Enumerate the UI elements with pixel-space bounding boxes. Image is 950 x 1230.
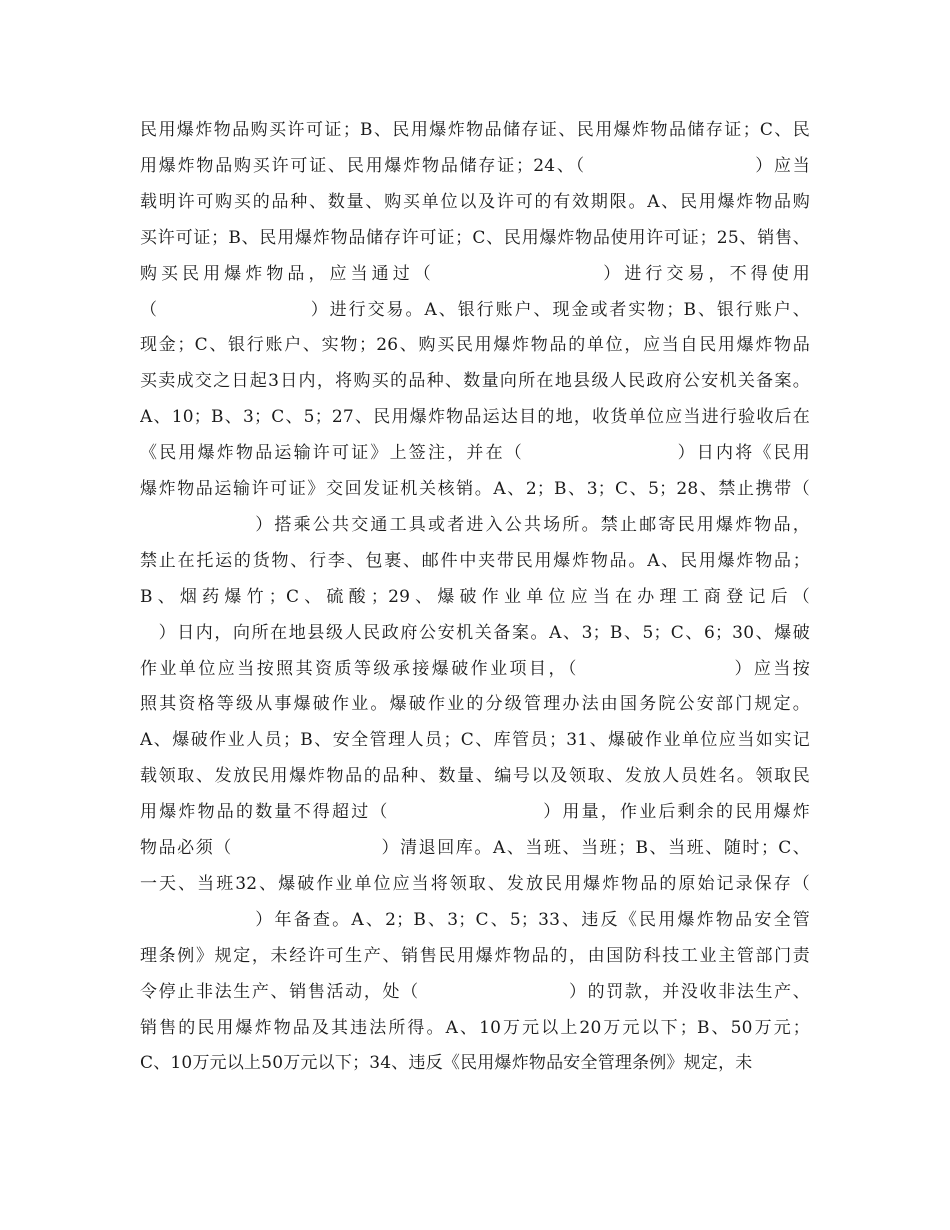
text-line-3: 载明许可购买的品种、数量、购买单位以及许可的有效期限。A、民用爆炸物品购	[140, 191, 810, 212]
text-line-22: 一天、当班32、爆破作业单位应当将领取、发放民用爆炸物品的原始记录保存（	[140, 873, 810, 894]
text-line-16: 作业单位应当按照其资质等级承接爆破作业项目，（ ）应当按	[140, 658, 810, 679]
text-line-27: C、10万元以上50万元以下；34、违反《民用爆炸物品安全管理条例》规定，未	[140, 1053, 753, 1074]
text-line-17: 照其资格等级从事爆破作业。爆破作业的分级管理办法由国务院公安部门规定。	[140, 694, 810, 715]
text-line-24: 理条例》规定，未经许可生产、销售民用爆炸物品的，由国防科技工业主管部门责	[140, 945, 810, 966]
text-line-18: A、爆破作业人员；B、安全管理人员；C、库管员；31、爆破作业单位应当如实记	[140, 730, 810, 751]
text-line-20: 用爆炸物品的数量不得超过（ ）用量，作业后剩余的民用爆炸	[140, 802, 810, 823]
text-line-6: （ ）进行交易。A、银行账户、现金或者实物；B、银行账户、	[140, 299, 810, 320]
text-line-1: 民用爆炸物品购买许可证；B、民用爆炸物品储存证、民用爆炸物品储存证；C、民	[140, 120, 810, 140]
text-line-10: 《民用爆炸物品运输许可证》上签注，并在（ ）日内将《民用	[140, 443, 810, 464]
text-line-5: 购买民用爆炸物品，应当通过（ ）进行交易，不得使用	[140, 263, 810, 284]
text-line-13: 禁止在托运的货物、行李、包裹、邮件中夹带民用爆炸物品。A、民用爆炸物品；	[140, 550, 810, 571]
text-line-8: 买卖成交之日起3日内，将购买的品种、数量向所在地县级人民政府公安机关备案。	[140, 371, 810, 392]
text-line-26: 销售的民用爆炸物品及其违法所得。A、10万元以上20万元以下；B、50万元；	[140, 1017, 810, 1038]
text-line-4: 买许可证；B、民用爆炸物品储存许可证；C、民用爆炸物品使用许可证；25、销售、	[140, 227, 810, 248]
text-line-23: ）年备查。A、2；B、3；C、5；33、违反《民用爆炸物品安全管	[140, 909, 810, 930]
text-line-12: ）搭乘公共交通工具或者进入公共场所。禁止邮寄民用爆炸物品，	[140, 514, 810, 535]
text-line-11: 爆炸物品运输许可证》交回发证机关核销。A、2；B、3；C、5；28、禁止携带（	[140, 479, 810, 499]
text-line-7: 现金；C、银行账户、实物；26、购买民用爆炸物品的单位，应当自民用爆炸物品	[140, 335, 810, 356]
text-line-14: B、烟药爆竹；C、硫酸；29、爆破作业单位应当在办理工商登记后（	[140, 586, 810, 607]
text-line-2: 用爆炸物品购买许可证、民用爆炸物品储存证；24、（ ）应当	[140, 155, 810, 176]
text-line-15: ）日内，向所在地县级人民政府公安机关备案。A、3；B、5；C、6；30、爆破	[140, 622, 810, 643]
text-line-25: 令停止非法生产、销售活动，处（ ）的罚款，并没收非法生产、	[140, 981, 810, 1002]
text-line-21: 物品必须（ ）清退回库。A、当班、当班；B、当班、随时；C、	[140, 838, 810, 858]
text-line-9: A、10；B、3；C、5；27、民用爆炸物品运达目的地，收货单位应当进行验收后在	[140, 407, 810, 428]
text-line-19: 载领取、发放民用爆炸物品的品种、数量、编号以及领取、发放人员姓名。领取民	[140, 766, 810, 787]
